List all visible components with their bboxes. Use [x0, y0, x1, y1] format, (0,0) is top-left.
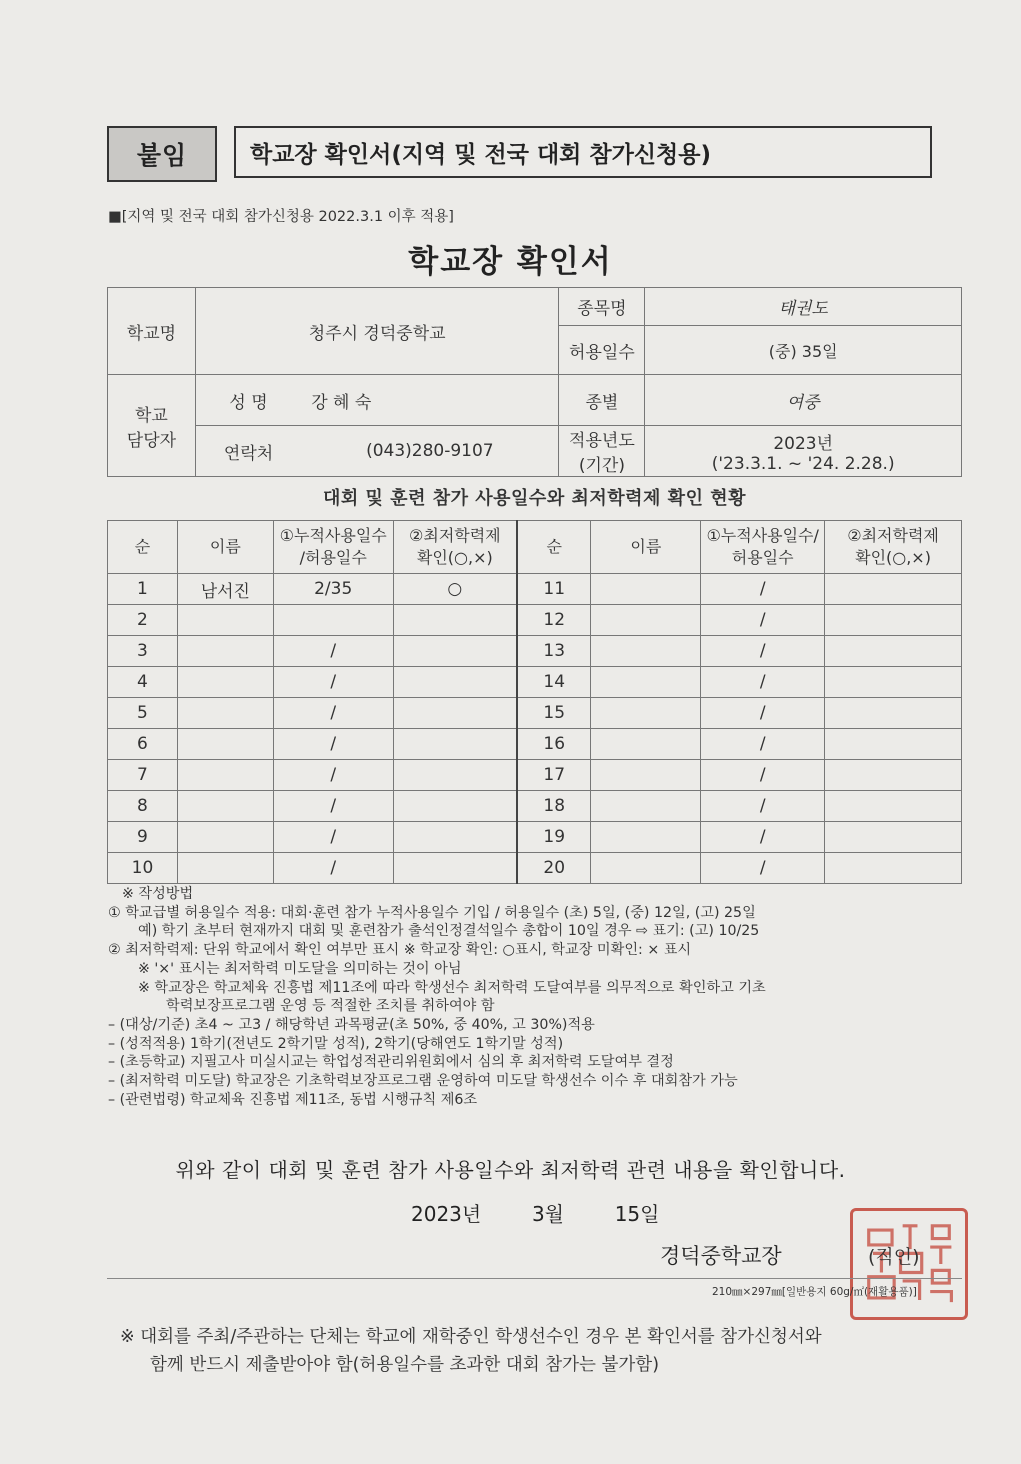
row-no: 9 — [108, 822, 178, 853]
school-value: 청주시 경덕중학교 — [195, 288, 559, 375]
footer-note — [120, 1323, 960, 1379]
row-check — [393, 853, 517, 884]
row-name — [177, 760, 273, 791]
instruction-line: 예) 학기 초부터 현재까지 대회 및 훈련참가 출석인정결석일수 총합이 10일 경우 ⇨ 표기: (고) 10/25 — [138, 923, 760, 940]
row-check — [393, 698, 517, 729]
row-check — [393, 760, 517, 791]
row-name — [177, 822, 273, 853]
row-no: 2 — [108, 605, 178, 636]
year-label-line1: 적용년도 — [569, 431, 635, 451]
table-row — [108, 636, 962, 667]
row-name — [177, 667, 273, 698]
col-days-right-line2: 허용일수 — [731, 548, 794, 567]
row-no-right: 12 — [517, 605, 591, 636]
col-check — [393, 521, 517, 574]
contact-value: (043)280-9107 — [301, 426, 559, 477]
table-row — [108, 574, 962, 605]
row-name-right — [591, 822, 701, 853]
form-title: 학교장 확인서(지역 및 전국 대회 참가신청용) — [234, 126, 932, 178]
table-row — [108, 605, 962, 636]
row-no-right: 11 — [517, 574, 591, 605]
row-check — [393, 667, 517, 698]
row-check-right — [825, 729, 962, 760]
table-row — [108, 760, 962, 791]
col-days-line1: ①누적사용일수 — [279, 526, 387, 545]
instruction-line: ② 최저학력제: 단위 학교에서 확인 여부만 표시 ※ 학교장 확인: ○표시, 학교장 미확인: × 표시 — [108, 942, 692, 959]
table-row — [108, 822, 962, 853]
col-check-right — [825, 521, 962, 574]
row-name-right — [591, 729, 701, 760]
row-no: 1 — [108, 574, 178, 605]
table-row — [108, 791, 962, 822]
year-value-line2: ('23.3.1. ~ '24. 2.28.) — [711, 453, 895, 474]
instruction-line: – (초등학교) 지필고사 미실시교는 학업성적관리위원회에서 심의 후 최저학력 도달여부 결정 — [108, 1054, 674, 1071]
date-month: 3월 — [531, 1202, 564, 1226]
row-name — [177, 698, 273, 729]
row-days: / — [273, 667, 393, 698]
date-year: 2023년 — [411, 1202, 482, 1226]
row-days: / — [273, 636, 393, 667]
row-check-right — [825, 574, 962, 605]
row-name-right — [591, 574, 701, 605]
allowed-days-label: 허용일수 — [559, 326, 645, 375]
row-name — [177, 791, 273, 822]
confirmation-text: 위와 같이 대회 및 훈련 참가 사용일수와 최저학력 관련 내용을 확인합니다. — [175, 1158, 846, 1182]
row-check-right — [825, 605, 962, 636]
row-check-right — [825, 636, 962, 667]
row-name-right — [591, 791, 701, 822]
signing-date — [411, 1198, 659, 1227]
row-days-right: / — [701, 636, 825, 667]
category-value: 여중 — [645, 375, 962, 426]
row-days-right: / — [701, 574, 825, 605]
col-check-right-line2: 확인(○,×) — [855, 548, 931, 567]
row-check-right — [825, 760, 962, 791]
row-days: / — [273, 791, 393, 822]
row-name-right — [591, 698, 701, 729]
instruction-line: – (성적적용) 1학기(전년도 2학기말 성적), 2학기(당해연도 1학기말 성적) — [108, 1035, 564, 1052]
sport-label: 종목명 — [559, 288, 645, 326]
row-no-right: 13 — [517, 636, 591, 667]
instruction-line: – (관련법령) 학교체육 진흥법 제11조, 동법 시행규칙 제6조 — [108, 1091, 478, 1108]
instruction-line: ※ '×' 표시는 최저학력 미도달을 의미하는 것이 아님 — [138, 960, 462, 977]
col-days-right — [701, 521, 825, 574]
row-days: / — [273, 853, 393, 884]
attachment-label: 붙임 — [107, 126, 217, 182]
row-no: 8 — [108, 791, 178, 822]
row-check — [393, 791, 517, 822]
footer-line1: ※ 대회를 주최/주관하는 단체는 학교에 재학중인 학생선수인 경우 본 확인서를 참가신청서와 — [120, 1327, 822, 1347]
row-no-right: 17 — [517, 760, 591, 791]
col-days-line2: /허용일수 — [299, 548, 367, 567]
row-no: 10 — [108, 853, 178, 884]
col-check-line2: 확인(○,×) — [416, 548, 493, 567]
name-label: 성 명 — [195, 375, 301, 426]
date-day: 15일 — [614, 1202, 660, 1226]
status-caption: 대회 및 훈련 참가 사용일수와 최저학력제 확인 현황 — [322, 488, 746, 509]
row-days: / — [273, 729, 393, 760]
row-name — [177, 853, 273, 884]
row-days-right: / — [701, 729, 825, 760]
instruction-line: 학력보장프로그램 운영 등 적절한 조치를 취하여야 함 — [166, 998, 495, 1015]
contact-label: 연락처 — [195, 426, 301, 477]
footer-line2: 함께 반드시 제출받아야 함(허용일수를 초과한 대회 참가는 불가함) — [150, 1355, 660, 1375]
row-days-right: / — [701, 605, 825, 636]
info-table — [107, 287, 962, 477]
row-no: 7 — [108, 760, 178, 791]
row-name-right — [591, 636, 701, 667]
row-no-right: 20 — [517, 853, 591, 884]
col-name: 이름 — [177, 521, 273, 574]
row-no-right: 19 — [517, 822, 591, 853]
row-days-right: / — [701, 667, 825, 698]
row-check — [393, 605, 517, 636]
principal-name: 경덕중학교장 — [660, 1244, 782, 1268]
row-no-right: 16 — [517, 729, 591, 760]
col-check-right-line1: ②최저학력제 — [847, 526, 939, 545]
col-no-right: 순 — [517, 521, 591, 574]
row-no: 6 — [108, 729, 178, 760]
table-row — [108, 667, 962, 698]
row-days: / — [273, 760, 393, 791]
year-value — [645, 426, 962, 477]
row-name: 남서진 — [177, 574, 273, 605]
allowed-days-value: (중) 35일 — [645, 326, 962, 375]
row-name-right — [591, 605, 701, 636]
row-no-right: 15 — [517, 698, 591, 729]
paper-spec: 210㎜×297㎜[일반용지 60g/㎡(재활용품)] — [712, 1286, 917, 1298]
row-check-right — [825, 822, 962, 853]
row-days-right: / — [701, 791, 825, 822]
row-check-right — [825, 667, 962, 698]
row-check — [393, 636, 517, 667]
row-check-right — [825, 853, 962, 884]
row-check — [393, 729, 517, 760]
year-label — [559, 426, 645, 477]
sport-value: 태권도 — [645, 288, 962, 326]
row-no: 5 — [108, 698, 178, 729]
col-check-line1: ②최저학력제 — [409, 526, 501, 545]
row-name-right — [591, 853, 701, 884]
instruction-line: ① 학교급별 허용일수 적용: 대회·훈련 참가 누적사용일수 기입 / 허용일수 (초) 5일, (중) 12일, (고) 25일 — [108, 904, 756, 921]
row-days: / — [273, 698, 393, 729]
row-name — [177, 636, 273, 667]
instructions — [108, 885, 978, 1109]
document-title: 학교장 확인서 — [408, 244, 613, 280]
year-label-line2: (기간) — [578, 456, 625, 476]
instruction-line: ※ 작성방법 — [122, 886, 194, 902]
instruction-line: – (최저학력 미도달) 학교장은 기초학력보장프로그램 운영하여 미도달 학생선수 이수 후 대회참가 가능 — [108, 1073, 738, 1090]
table-row — [108, 729, 962, 760]
col-days — [273, 521, 393, 574]
row-no-right: 14 — [517, 667, 591, 698]
row-days: 2/35 — [273, 574, 393, 605]
row-name — [177, 729, 273, 760]
row-check-right — [825, 791, 962, 822]
row-days-right: / — [701, 822, 825, 853]
row-check — [393, 822, 517, 853]
row-name — [177, 605, 273, 636]
row-check-right — [825, 698, 962, 729]
category-label: 종별 — [559, 375, 645, 426]
status-rows — [108, 574, 962, 884]
row-no: 4 — [108, 667, 178, 698]
row-days-right: / — [701, 853, 825, 884]
table-row — [108, 698, 962, 729]
manager-label-line2: 담당자 — [126, 430, 177, 451]
instruction-line: ※ 학교장은 학교체육 진흥법 제11조에 따라 학생선수 최저학력 도달여부를 의무적으로 확인하고 기초 — [138, 979, 766, 996]
year-value-line1: 2023년 — [773, 433, 834, 454]
row-days-right: / — [701, 698, 825, 729]
row-days — [273, 605, 393, 636]
col-no: 순 — [108, 521, 178, 574]
col-name-right: 이름 — [591, 521, 701, 574]
instruction-line: – (대상/기준) 초4 ~ 고3 / 해당학년 과목평균(초 50%, 중 40%, 고 30%)적용 — [108, 1016, 595, 1033]
col-days-right-line1: ①누적사용일수/ — [706, 526, 819, 545]
school-label: 학교명 — [108, 288, 196, 375]
status-table — [107, 520, 962, 884]
name-value: 강 혜 숙 — [301, 375, 559, 426]
row-no: 3 — [108, 636, 178, 667]
table-row — [108, 853, 962, 884]
row-name-right — [591, 667, 701, 698]
row-days-right: / — [701, 760, 825, 791]
applies-note: ■[지역 및 전국 대회 참가신청용 2022.3.1 이후 적용] — [108, 209, 454, 225]
divider — [107, 1278, 962, 1279]
manager-label-line1: 학교 — [135, 405, 168, 426]
row-name-right — [591, 760, 701, 791]
seal-label: (직인) — [868, 1246, 920, 1268]
row-check: ○ — [393, 574, 517, 605]
row-days: / — [273, 822, 393, 853]
manager-label — [108, 375, 196, 477]
row-no-right: 18 — [517, 791, 591, 822]
